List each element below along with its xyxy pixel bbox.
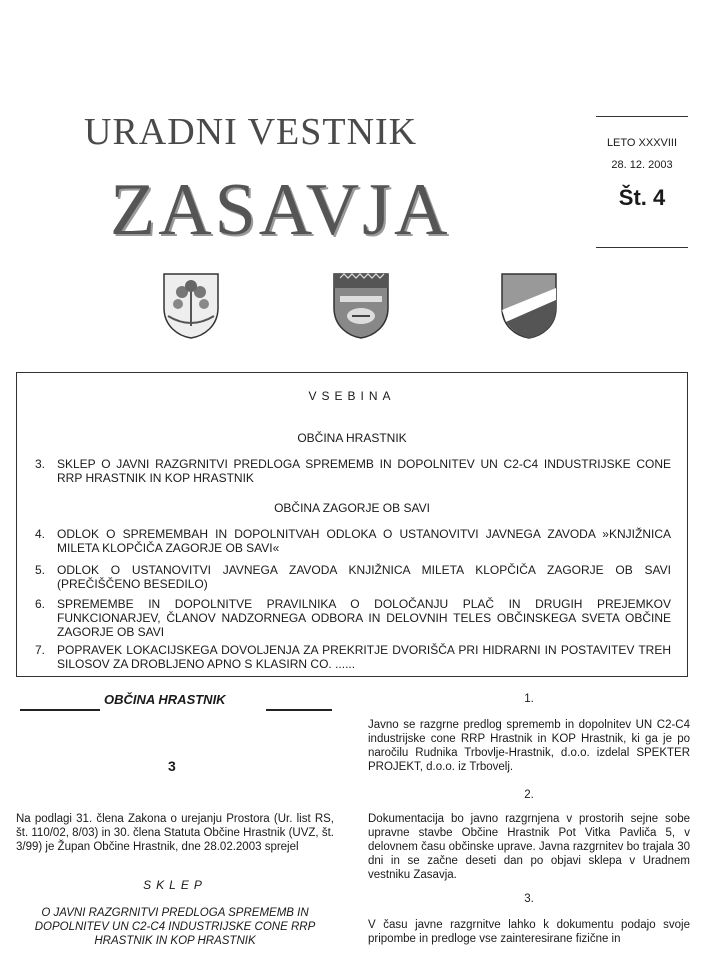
section-rule-left xyxy=(20,709,100,711)
toc-item-text: SKLEP O JAVNI RAZGRNITVI PREDLOGA SPREMEMB IN DOPOLNITEV UN C2-C4 INDUSTRIJSKE CONE RRP HRASTNIK IN KOP HRASTNIK xyxy=(57,457,671,485)
article-3-text: V času javne razgrnitve lahko k dokumentu podajo svoje pripombe in predloge vse zainteresirane fizične in xyxy=(368,919,690,945)
section-title xyxy=(16,690,334,712)
toc-item-number: 7. xyxy=(35,643,46,657)
toc-item-text: SPREMEMBE IN DOPOLNITVE PRAVILNIKA O DOLOČANJU PLAČ IN DRUGIH PREJEMKOV FUNKCIONARJEV, ČLANOV NADZORNEGA ODBORA IN DELOVNIH TELES OBČINSKEGA SVETA OBČINE ZAGORJE OB SAVI xyxy=(57,597,671,639)
section-rule-right xyxy=(266,709,332,711)
article-2-number: 2. xyxy=(524,789,534,801)
article-2-text: Dokumentacija bo javno razgrnjena v prostorih sejne sobe upravne stavbe Občine Hrastnik Pot Vitka Pavliča 5, v delovnem času občinske uprave. Javna razgrnitev bo trajala 30 dni in se začne deseti dan po objavi sklepa v Uradnem vestniku Zasavja. xyxy=(368,813,690,881)
toc-item-text: ODLOK O SPREMEMBAH IN DOPOLNITVAH ODLOKA O USTANOVITVI JAVNEGA ZAVODA »KNJIŽNICA MILETA KLOPČIČA ZAGORJE OB SAVI« xyxy=(57,527,671,555)
decision-heading: SKLEP xyxy=(143,878,207,892)
article-1-number: 1. xyxy=(524,693,534,705)
toc-heading: VSEBINA xyxy=(308,389,396,403)
masthead-title: URADNI VESTNIK xyxy=(84,111,418,153)
toc-item-number: 3. xyxy=(35,457,46,471)
crest-trbovlje-icon xyxy=(498,270,560,340)
toc-item-number: 5. xyxy=(35,563,46,577)
issue-date: 28. 12. 2003 xyxy=(611,159,673,171)
table-of-contents xyxy=(16,372,688,677)
toc-item-number: 6. xyxy=(35,597,46,611)
issue-info xyxy=(596,116,688,248)
article-3-number: 3. xyxy=(524,893,534,905)
toc-item-number: 4. xyxy=(35,527,46,541)
issue-year: LETO XXXVIII xyxy=(606,137,678,149)
decision-title: O JAVNI RAZGRNITVI PREDLOGA SPREMEMB IN DOPOLNITEV UN C2-C4 INDUSTRIJSKE CONE RRP HRASTNIK IN KOP HRASTNIK xyxy=(34,907,316,947)
masthead-name: ZASAVJA xyxy=(110,169,451,251)
toc-item-text: POPRAVEK LOKACIJSKEGA DOVOLJENJA ZA PREKRITJE DVORIŠČA PRI HIDRARNI IN POSTAVITEV TREH SILOSOV ZA DROBLJENO APNO S KLASIRN CO. ...... xyxy=(57,643,671,671)
crest-zagorje-icon xyxy=(330,270,392,340)
crest-hrastnik-icon xyxy=(160,270,222,340)
article-1-text: Javno se razgrne predlog sprememb in dopolnitev UN C2-C4 industrijske cone RRP Hrastnik in KOP Hrastnik, ki ga je po naročilu Rudnika Trbovlje-Hrastnik, d.o.o. izdelal SPEKTER PROJEKT, d.o.o. iz Trbovelj. xyxy=(368,719,690,773)
toc-item-text: ODLOK O USTANOVITVI JAVNEGA ZAVODA KNJIŽNICA MILETA KLOPČIČA ZAGORJE OB SAVI (PREČIŠČENO BESEDILO) xyxy=(57,563,671,591)
issue-number: Št. 4 xyxy=(618,185,666,210)
toc-municipality-zagorje: OBČINA ZAGORJE OB SAVI xyxy=(274,501,430,515)
section-title-text: OBČINA HRASTNIK xyxy=(104,692,226,707)
toc-municipality-hrastnik: OBČINA HRASTNIK xyxy=(297,431,407,445)
intro-paragraph: Na podlagi 31. člena Zakona o urejanju Prostora (Ur. list RS, št. 110/02, 8/03) in 30. člena Statuta Občine Hrastnik (UVZ, št. 3/99) je Župan Občine Hrastnik, dne 28.02.2003 sprejel xyxy=(16,813,334,853)
document-number: 3 xyxy=(168,758,176,774)
